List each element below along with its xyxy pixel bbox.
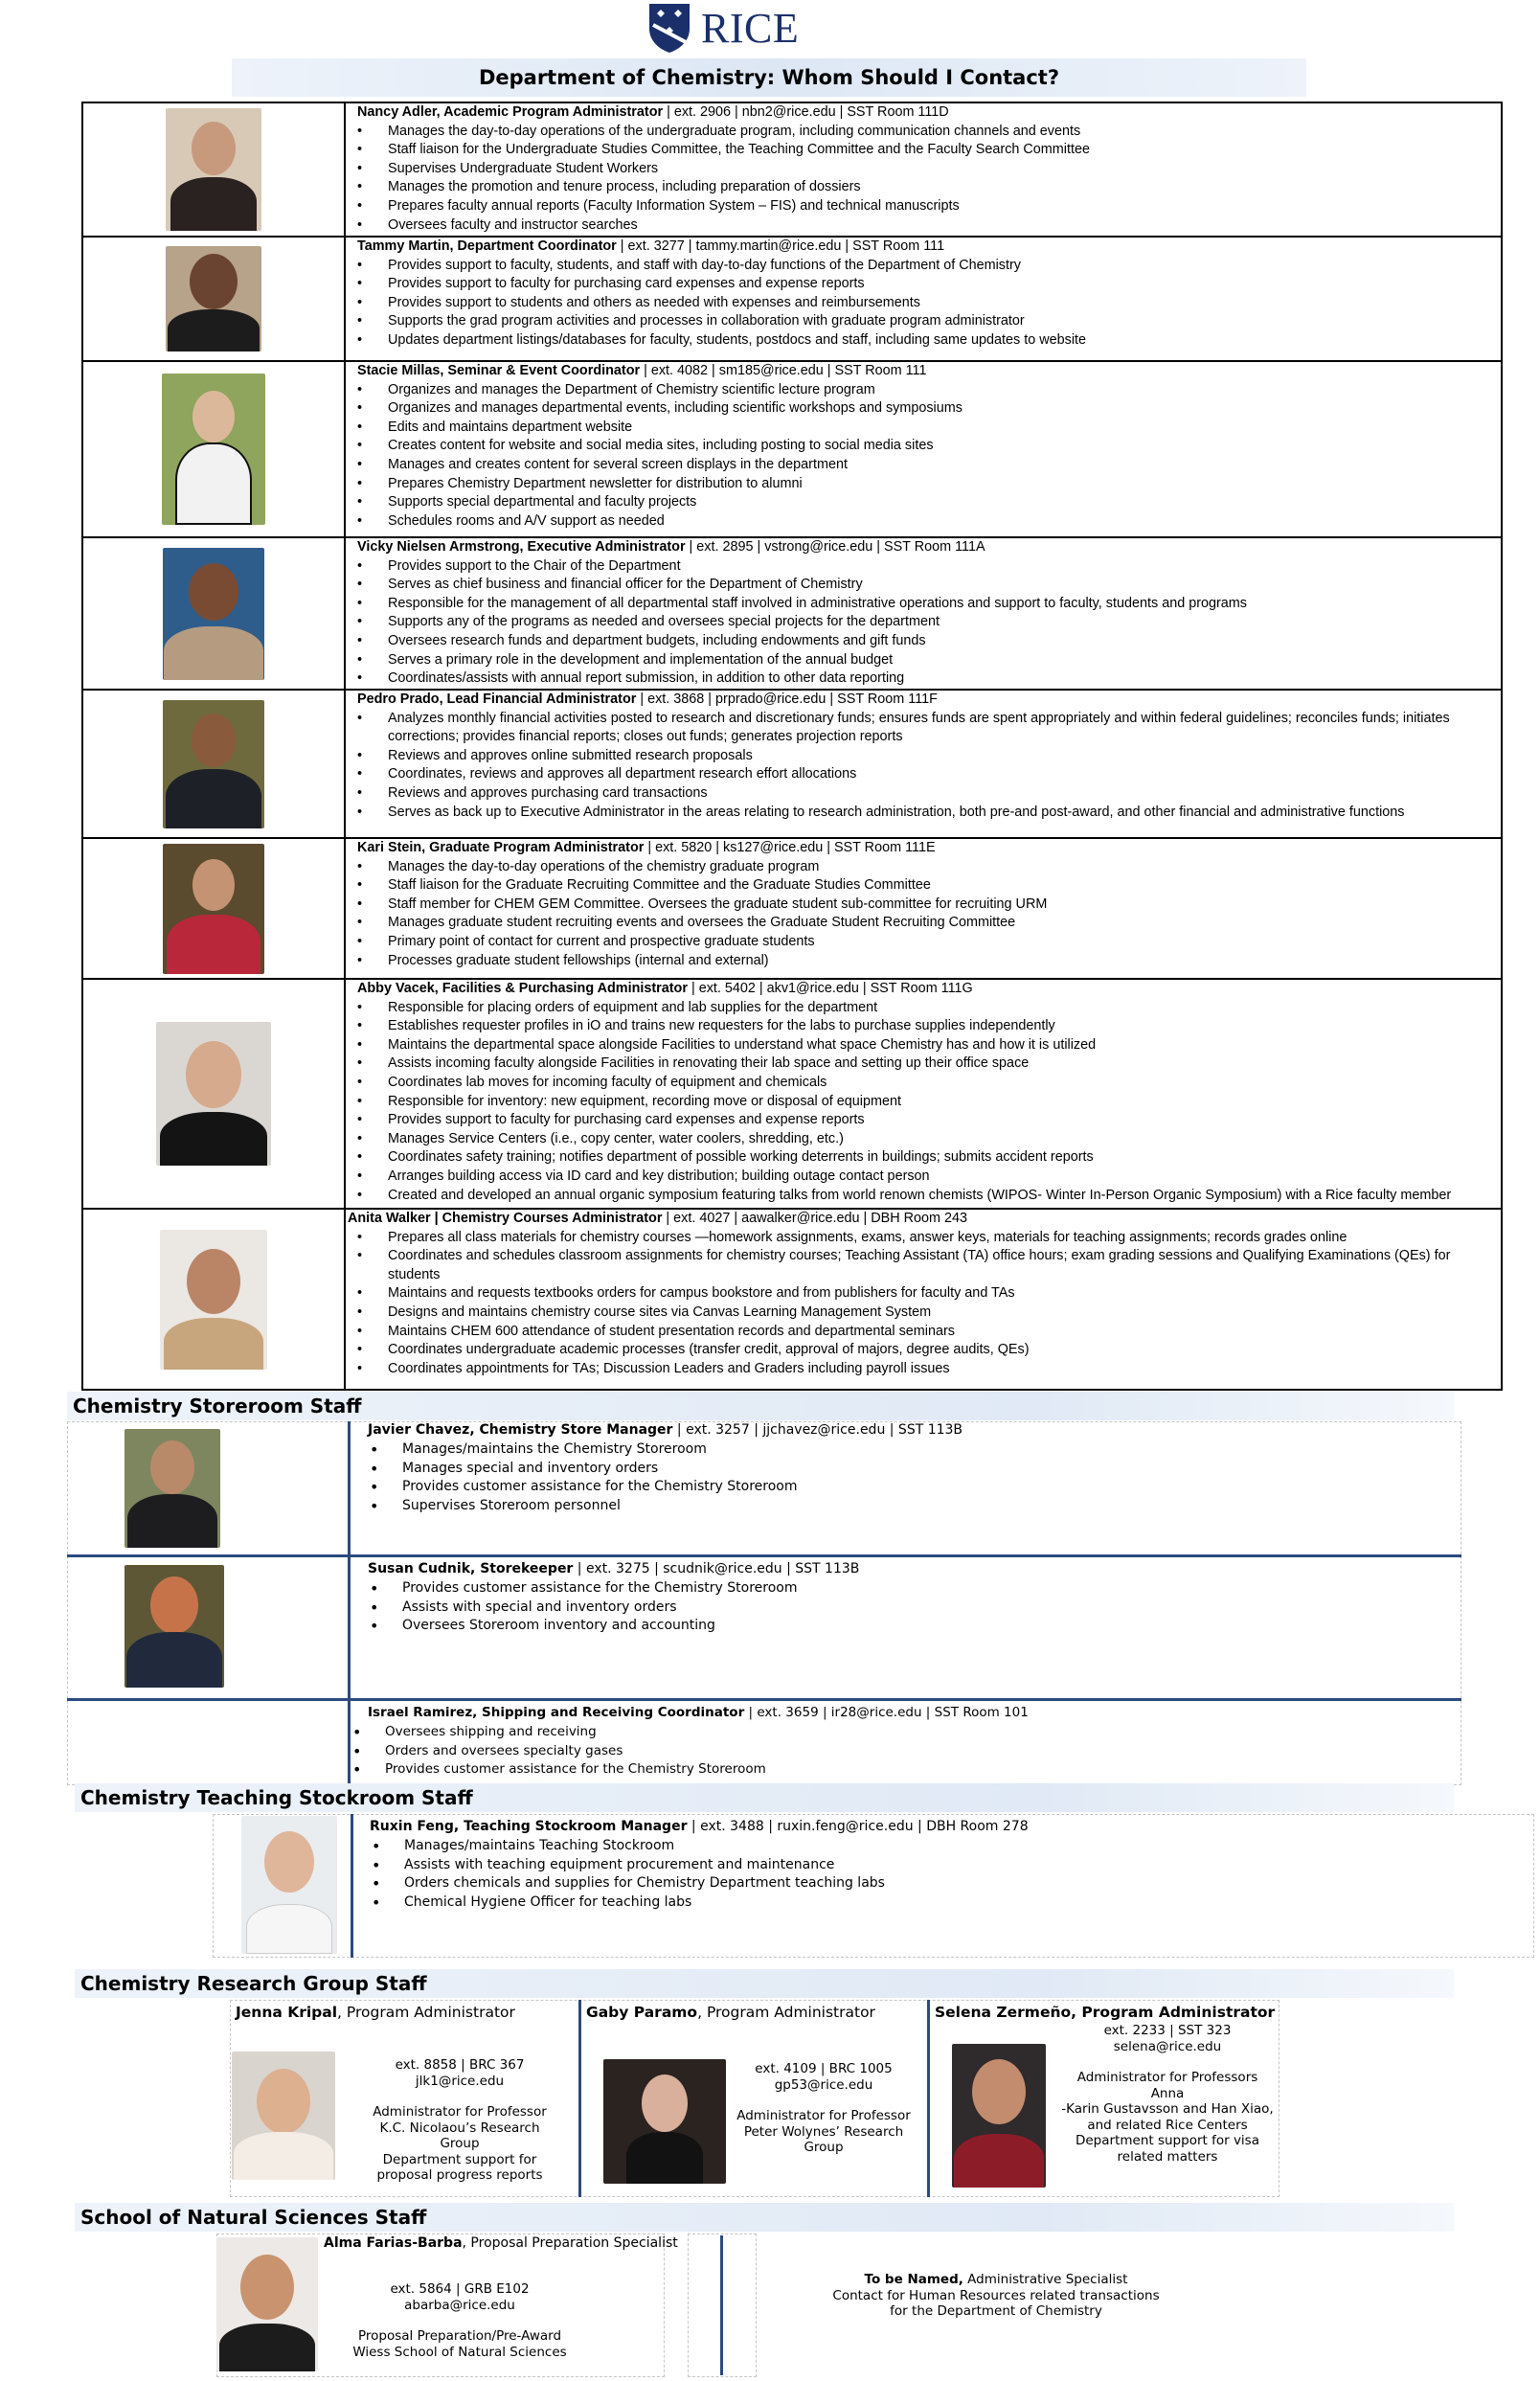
- duty-item: • Coordinates appointments for TAs; Discussion Leaders and Graders including payroll issues: [388, 1360, 1497, 1379]
- text-field: , Program Administrator: [337, 2004, 515, 2021]
- contact-content: [350, 691, 1501, 822]
- text-field: | ext. 3659 | ir28@rice.edu | SST Room 101: [744, 1705, 1029, 1720]
- text-field: ext. 8858 | BRC 367: [395, 2057, 525, 2073]
- staff-israel-ramirez: [368, 1704, 1029, 1780]
- duty-item: • Coordinates/assists with annual report submission, in addition to other data reporting: [388, 669, 1497, 689]
- text-field: | ext. 2895 | vstrong@rice.edu | SST Room 111A: [685, 539, 985, 555]
- duty-item: • Manages the promotion and tenure process, including preparation of dossiers: [388, 178, 1497, 197]
- photo-jenna-kripal: [232, 2052, 335, 2180]
- card-info-alma-farias-barba: [345, 2281, 575, 2360]
- duty-item: • Updates department listings/databases for faculty, students, postdocs and staff, including same updates to website: [388, 331, 1497, 351]
- duty-item: • Provides customer assistance for the Chemistry Storeroom: [385, 1760, 1029, 1780]
- card-title-selena-zermeno: [935, 2004, 1275, 2021]
- text-field: | ext. 3277 | tammy.martin@rice.edu | SST Room 111: [616, 238, 945, 254]
- photo-javier-chavez: [125, 1429, 220, 1548]
- section-teaching: [75, 1783, 1454, 1812]
- duty-item: • Manages the day-to-day operations of the chemistry graduate program: [388, 858, 1497, 877]
- text-field: proposal progress reports: [376, 2167, 543, 2183]
- section-title: Chemistry Storeroom Staff: [73, 1395, 362, 1417]
- divider-line: [348, 1421, 351, 1785]
- rice-logo: [647, 2, 799, 54]
- duty-list: [348, 1229, 1497, 1379]
- rice-shield-icon: [647, 2, 691, 54]
- text-field: | ext. 3275 | scudnik@rice.edu | SST 113B: [573, 1561, 860, 1576]
- divider-line: [67, 1554, 1461, 1557]
- duty-list: [357, 381, 1497, 532]
- rice-wordmark: RICE: [701, 4, 800, 52]
- text-field: Nancy Adler, Academic Program Administrator: [357, 104, 664, 120]
- text-field: Anita Walker | Chemistry Courses Administrator: [348, 1211, 663, 1226]
- text-field: ext. 4109 | BRC 1005: [755, 2061, 893, 2076]
- text-field: Administrator for Professors Anna: [1076, 2070, 1258, 2101]
- text-field: Ruxin Feng, Teaching Stockroom Manager: [370, 1819, 688, 1834]
- duty-item: • Edits and maintains department website: [388, 419, 1497, 438]
- text-field: Selena Zermeño, Program Administrator: [935, 2004, 1276, 2021]
- contact-content: [340, 1210, 1501, 1378]
- duty-item: • Coordinates lab moves for incoming faculty of equipment and chemicals: [388, 1074, 1497, 1093]
- duty-item: • Designs and maintains chemistry course sites via Canvas Learning Management System: [388, 1304, 1497, 1323]
- duty-item: • Supervises Storeroom personnel: [402, 1497, 962, 1516]
- staff-javier-chavez: [368, 1421, 962, 1516]
- text-field: To be Named,: [864, 2272, 963, 2287]
- text-field: Contact for Human Resources related transactions: [832, 2287, 1160, 2303]
- text-field: Administrator for Professor: [736, 2108, 911, 2123]
- duty-item: • Provides support to faculty, students, and staff with day-to-day functions of the Department of Chemistry: [388, 257, 1497, 276]
- text-field: Gaby Paramo: [586, 2004, 698, 2021]
- duty-item: • Responsible for inventory: new equipment, recording move or disposal of equipment: [388, 1093, 1497, 1112]
- duty-item: • Reviews and approves purchasing card transactions: [388, 784, 1497, 804]
- duty-item: • Serves as back up to Executive Administrator in the areas relating to research administration, both pre-and post-award, and other financial and administrative functions: [388, 804, 1497, 823]
- text-field: Department support for: [382, 2151, 537, 2167]
- photo-gaby-paramo: [603, 2059, 726, 2184]
- duty-item: • Prepares faculty annual reports (Faculty Information System – FIS) and technical manuscripts: [388, 197, 1497, 216]
- text-field: | ext. 5820 | ks127@rice.edu | SST Room 111E: [644, 840, 936, 855]
- duty-item: • Oversees shipping and receiving: [385, 1723, 1029, 1742]
- duty-list: [357, 710, 1497, 823]
- photo-abby-vacek: [156, 1022, 271, 1166]
- duty-item: • Created and developed an annual organic symposium featuring talks from world renown chemists (WIPOS- Winter In-Person Organic Symposium) with a Rice faculty member: [388, 1187, 1497, 1206]
- duty-item: • Manages/maintains Teaching Stockroom: [404, 1837, 1029, 1856]
- text-field: , Program Administrator: [697, 2004, 875, 2021]
- duty-item: • Staff liaison for the Undergraduate Studies Committee, the Teaching Committee and the Faculty Search Committee: [388, 141, 1497, 160]
- duty-item: • Processes graduate student fellowships (internal and external): [388, 952, 1497, 971]
- text-field: | ext. 3257 | jjchavez@rice.edu | SST 113B: [672, 1422, 963, 1438]
- photo-kari-stein: [163, 844, 264, 974]
- section-storeroom: [67, 1392, 1454, 1420]
- photo-tammy-martin: [166, 246, 261, 351]
- divider-line: [927, 2000, 930, 2197]
- duty-item: • Manages the day-to-day operations of the undergraduate program, including communication channels and events: [388, 123, 1497, 142]
- duty-item: • Establishes requester profiles in iO and trains new requesters for the labs to purchase supplies independently: [388, 1017, 1497, 1036]
- photo-ruxin-feng: [241, 1816, 337, 1954]
- section-title: Chemistry Teaching Stockroom Staff: [80, 1786, 473, 1809]
- text-field: Susan Cudnik, Storekeeper: [368, 1561, 574, 1576]
- text-field: Abby Vacek, Facilities & Purchasing Administrator: [357, 981, 688, 996]
- photo-anita-walker: [160, 1230, 267, 1370]
- duty-item: • Provides support to the Chair of the Department: [388, 557, 1497, 577]
- section-title: Chemistry Research Group Staff: [80, 1972, 427, 1995]
- duty-item: • Assists with teaching equipment procurement and maintenance: [404, 1856, 1029, 1875]
- duty-item: • Coordinates and schedules classroom assignments for chemistry courses; Teaching Assistant (TA) office hours; exam grading sessions and Qualifying Examinations (QEs) for students: [388, 1247, 1497, 1284]
- duty-item: • Maintains and requests textbooks orders for campus bookstore and from publishers for faculty and TAs: [388, 1284, 1497, 1304]
- duty-item: • Manages and creates content for several screen displays in the department: [388, 456, 1497, 475]
- contact-content: [350, 538, 1501, 689]
- text-field: related matters: [1117, 2148, 1218, 2165]
- duty-item: • Staff member for CHEM GEM Committee. Oversees the graduate student sub-committee for recruiting URM: [388, 896, 1497, 915]
- duty-list: [357, 999, 1497, 1206]
- duty-item: • Manages special and inventory orders: [402, 1460, 962, 1479]
- text-field: ext. 5864 | GRB E102: [390, 2281, 530, 2297]
- duty-item: • Supports special departmental and faculty projects: [388, 493, 1497, 512]
- duty-list: [357, 858, 1497, 971]
- duty-item: • Orders chemicals and supplies for Chemistry Department teaching labs: [404, 1874, 1029, 1893]
- contact-row: [83, 980, 1501, 1210]
- section-research: [75, 1969, 1454, 1998]
- duty-item: • Provides customer assistance for the Chemistry Storeroom: [402, 1478, 962, 1497]
- text-field: Stacie Millas, Seminar & Event Coordinator: [357, 363, 641, 378]
- divider-line: [720, 2235, 723, 2375]
- text-field: Group: [804, 2140, 844, 2155]
- text-field: Proposal Preparation/Pre-Award: [357, 2328, 562, 2344]
- divider-line: [67, 1698, 1461, 1701]
- text-field: for the Department of Chemistry: [890, 2303, 1102, 2319]
- text-field: Jenna Kripal: [236, 2004, 338, 2021]
- contact-content: [350, 980, 1501, 1205]
- section-title: School of Natural Sciences Staff: [80, 2206, 427, 2229]
- contact-row: [83, 691, 1501, 839]
- duty-item: • Supports any of the programs as needed and oversees special projects for the department: [388, 613, 1497, 632]
- contacts-table: [81, 102, 1503, 1391]
- duty-item: • Prepares Chemistry Department newsletter for distribution to alumni: [388, 475, 1497, 494]
- duty-item: • Reviews and approves online submitted research proposals: [388, 747, 1497, 766]
- duty-item: • Provides support to faculty for purchasing card expenses and expense reports: [388, 1111, 1497, 1130]
- card-info-jenna-kripal: [364, 2057, 555, 2184]
- divider-line: [351, 1814, 353, 1958]
- text-field: | ext. 3868 | prprado@rice.edu | SST Room 111F: [636, 692, 938, 707]
- text-field: Kari Stein, Graduate Program Administrator: [357, 840, 645, 855]
- text-field: gp53@rice.edu: [774, 2076, 873, 2093]
- duty-item: • Assists with special and inventory orders: [402, 1599, 859, 1618]
- duty-item: • Serves a primary role in the development and implementation of the annual budget: [388, 651, 1497, 670]
- text-field: | ext. 4027 | aawalker@rice.edu | DBH Room 243: [662, 1211, 968, 1226]
- text-field: K.C. Nicolaou’s Research: [379, 2120, 540, 2136]
- photo-susan-cudnik: [125, 1565, 224, 1688]
- duty-list: [357, 123, 1497, 236]
- duty-item: • Coordinates safety training; notifies department of possible working deterrents in buildings; submits accident reports: [388, 1148, 1497, 1168]
- staff-susan-cudnik: [368, 1560, 859, 1636]
- text-field: | ext. 5402 | akv1@rice.edu | SST Room 111G: [687, 981, 973, 996]
- text-field: Tammy Martin, Department Coordinator: [357, 238, 617, 254]
- text-field: | ext. 2906 | nbn2@rice.edu | SST Room 111D: [663, 104, 949, 120]
- divider-line: [578, 2000, 581, 2197]
- duty-item: • Schedules rooms and A/V support as needed: [388, 512, 1497, 532]
- text-field: Javier Chavez, Chemistry Store Manager: [368, 1422, 673, 1438]
- text-field: selena@rice.edu: [1113, 2038, 1222, 2054]
- duty-item: • Provides customer assistance for the Chemistry Storeroom: [402, 1579, 859, 1599]
- text-field: Department support for visa: [1075, 2133, 1259, 2148]
- duty-item: • Supervises Undergraduate Student Workers: [388, 160, 1497, 179]
- photo-stacie-millas: [162, 374, 265, 525]
- duty-item: • Maintains CHEM 600 attendance of student presentation records and departmental seminars: [388, 1323, 1497, 1342]
- contact-row: [83, 538, 1501, 691]
- page-title-bar: [232, 58, 1306, 97]
- duty-item: • Staff liaison for the Graduate Recruiting Committee and the Graduate Studies Committee: [388, 876, 1497, 896]
- duty-item: • Serves as chief business and financial officer for the Department of Chemistry: [388, 576, 1497, 595]
- duty-item: • Orders and oversees specialty gases: [385, 1742, 1029, 1761]
- duty-item: • Chemical Hygiene Officer for teaching labs: [404, 1893, 1029, 1913]
- text-field: abarba@rice.edu: [404, 2297, 515, 2313]
- duty-item: • Coordinates undergraduate academic processes (transfer credit, approval of majors, degree audits, QEs): [388, 1341, 1497, 1360]
- photo-alma-farias-barba: [216, 2237, 318, 2371]
- text-field: -Karin Gustavsson and Han Xiao,: [1061, 2101, 1274, 2117]
- section-school: [75, 2203, 1454, 2232]
- text-field: Administrator for Professor: [373, 2104, 547, 2120]
- duty-item: • Supports the grad program activities and processes in collaboration with graduate program administrator: [388, 312, 1497, 331]
- staff-ruxin-feng: [370, 1818, 1029, 1913]
- text-field: | ext. 4082 | sm185@rice.edu | SST Room 111: [640, 363, 927, 378]
- duty-item: • Provides support to students and others as needed with expenses and reimbursements: [388, 294, 1497, 313]
- duty-item: • Arranges building access via ID card and key distribution; building outage contact person: [388, 1168, 1497, 1187]
- card-title-jenna-kripal: [236, 2004, 515, 2021]
- duty-item: • Coordinates, reviews and approves all department research effort allocations: [388, 765, 1497, 784]
- text-field: | ext. 3488 | ruxin.feng@rice.edu | DBH Room 278: [687, 1819, 1029, 1834]
- duty-item: • Responsible for placing orders of equipment and lab supplies for the department: [388, 999, 1497, 1018]
- text-field: Administrative Specialist: [962, 2272, 1128, 2287]
- contact-row: [83, 362, 1501, 538]
- card-info-selena-zermeno: [1059, 2023, 1276, 2165]
- card-info-to-be-named: [795, 2272, 1197, 2320]
- duty-item: • Maintains the departmental space alongside Facilities to understand what space Chemistry has and how it is utilized: [388, 1036, 1497, 1055]
- contact-content: [350, 362, 1501, 531]
- duty-item: • Analyzes monthly financial activities posted to research and discretionary funds; ensures funds are spent appropriately and within federal guidelines; reconciles funds; initiates corrections; provides financial reports; closes out funds; generates projection reports: [388, 710, 1497, 747]
- text-field: , Proposal Preparation Specialist: [462, 2235, 678, 2251]
- contact-row: [83, 103, 1501, 238]
- duty-item: • Organizes and manages departmental events, including scientific workshops and symposiums: [388, 399, 1497, 419]
- duty-item: • Manages/maintains the Chemistry Storeroom: [402, 1440, 962, 1460]
- contact-content: [350, 839, 1501, 970]
- contact-row: [83, 238, 1501, 362]
- duty-item: • Organizes and manages the Department of Chemistry scientific lecture program: [388, 381, 1497, 400]
- duty-item: • Manages Service Centers (i.e., copy center, water coolers, shredding, etc.): [388, 1130, 1497, 1149]
- duty-item: • Creates content for website and social media sites, including posting to social media sites: [388, 437, 1497, 456]
- duty-item: • Provides support to faculty for purchasing card expenses and expense reports: [388, 275, 1497, 294]
- duty-item: • Oversees faculty and instructor searches: [388, 216, 1497, 236]
- card-info-gaby-paramo: [728, 2061, 919, 2156]
- text-field: ext. 2233 | SST 323: [1103, 2023, 1232, 2038]
- text-field: Israel Ramirez, Shipping and Receiving Coordinator: [368, 1705, 745, 1720]
- text-field: Pedro Prado, Lead Financial Administrator: [357, 692, 637, 707]
- text-field: Peter Wolynes’ Research: [743, 2123, 904, 2140]
- photo-vicky-nielsen-armstrong: [163, 548, 264, 680]
- card-title-gaby-paramo: [586, 2004, 875, 2021]
- page-title: Department of Chemistry: Whom Should I Contact?: [478, 66, 1060, 89]
- text-field: Vicky Nielsen Armstrong, Executive Administrator: [357, 539, 686, 555]
- text-field: Alma Farias-Barba: [324, 2235, 463, 2251]
- duty-list: [357, 257, 1497, 351]
- contact-row: [83, 839, 1501, 980]
- text-field: jlk1@rice.edu: [415, 2073, 505, 2089]
- photo-nancy-adler: [166, 108, 261, 231]
- text-field: Wiess School of Natural Sciences: [352, 2344, 567, 2360]
- duty-list: [357, 557, 1497, 689]
- duty-item: • Oversees Storeroom inventory and accounting: [402, 1617, 859, 1636]
- duty-item: • Responsible for the management of all departmental staff involved in administrative operations and support to faculty, students and programs: [388, 595, 1497, 614]
- card-title-alma-farias-barba: [324, 2235, 678, 2251]
- photo-selena-zermeno: [952, 2044, 1046, 2188]
- photo-pedro-prado: [163, 700, 264, 828]
- duty-item: • Prepares all class materials for chemistry courses —homework assignments, exams, answer keys, materials for teaching assignments; records grades online: [388, 1229, 1497, 1248]
- duty-item: • Assists incoming faculty alongside Facilities in renovating their lab space and setting up their office space: [388, 1054, 1497, 1074]
- text-field: Group: [440, 2136, 480, 2151]
- duty-item: • Primary point of contact for current and prospective graduate students: [388, 933, 1497, 952]
- contact-row: [83, 1210, 1501, 1389]
- duty-item: • Oversees research funds and department budgets, including endowments and gift funds: [388, 632, 1497, 651]
- text-field: and related Rice Centers: [1087, 2117, 1248, 2133]
- duty-item: • Manages graduate student recruiting events and oversees the Graduate Student Recruiting Committee: [388, 914, 1497, 933]
- contact-content: [350, 238, 1501, 351]
- contact-content: [350, 103, 1501, 235]
